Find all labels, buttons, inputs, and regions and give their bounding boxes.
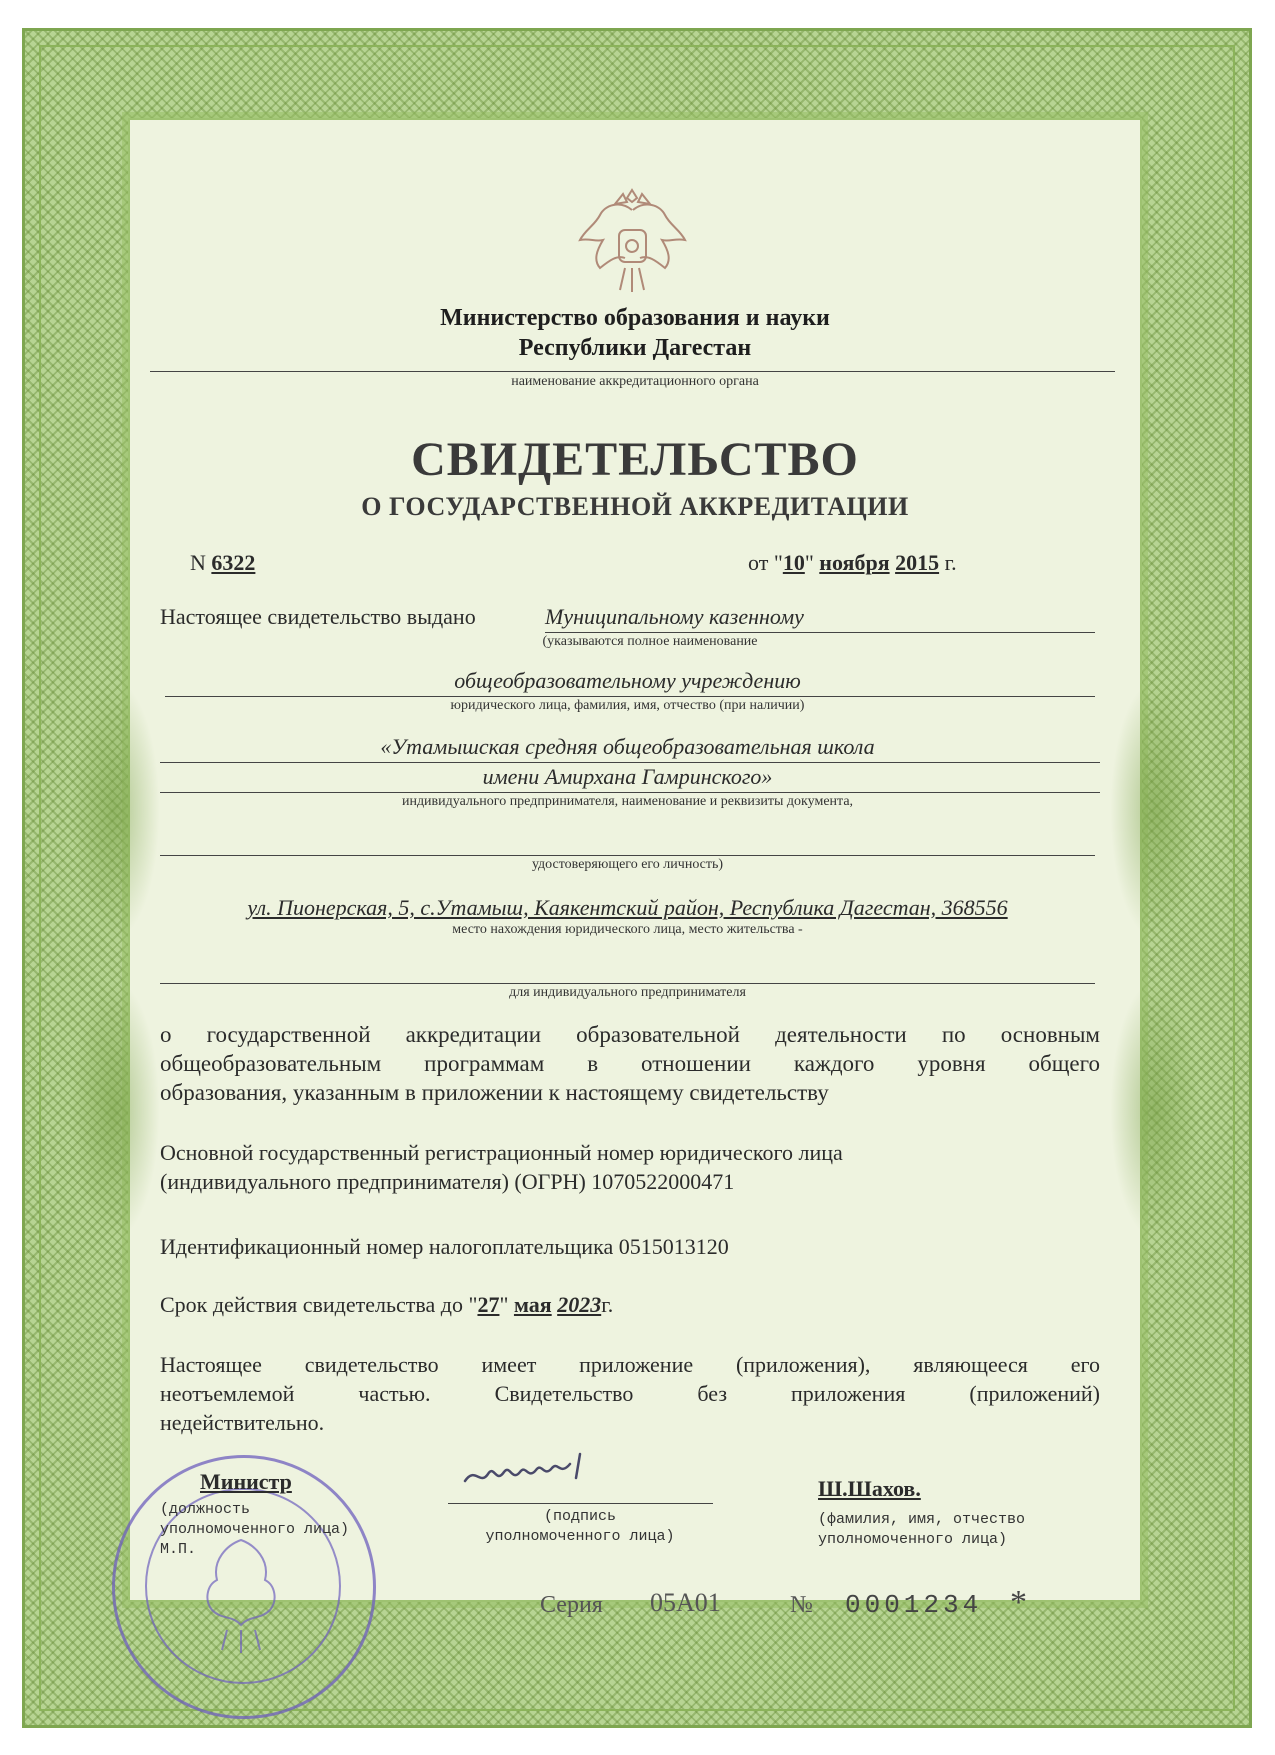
- name-caption-1: (фамилия, имя, отчество: [818, 1511, 1026, 1528]
- date-year-suffix: г.: [944, 550, 957, 575]
- validity-day: 27: [477, 1292, 500, 1317]
- issued-line-1-value: Муниципальному казенному: [545, 604, 804, 629]
- asterisk-mark: *: [1010, 1584, 1027, 1621]
- signer-position: Министр: [200, 1469, 292, 1494]
- date-from-label: от ": [748, 550, 783, 575]
- certificate-number: [190, 548, 255, 577]
- handwritten-signature: [460, 1446, 610, 1496]
- org-line-2: Республики Дагестан: [518, 335, 752, 361]
- validity-suffix: г.: [601, 1292, 614, 1317]
- name-caption-2: уполномоченного лица): [818, 1531, 1008, 1548]
- position-caption: [160, 1500, 349, 1560]
- ogrn-line-1: Основной государственный регистрационный номер юридического лица: [160, 1140, 843, 1165]
- accreditation-authority: [130, 303, 1140, 363]
- signer-name: Ш.Шахов.: [818, 1476, 921, 1501]
- org-line-1: Министерство образования и науки: [440, 305, 830, 331]
- name-caption: [818, 1510, 1025, 1550]
- stamp-text: [115, 1458, 116, 1459]
- issued-caption-4: удостоверяющего его личность): [531, 857, 724, 872]
- validity-year: 2023: [557, 1292, 602, 1317]
- certificate-date: [748, 548, 957, 577]
- org-rule: [150, 371, 1115, 372]
- ogrn-block: [160, 1138, 1100, 1196]
- issued-line-4-rule: [160, 792, 1100, 793]
- ornament-right-2: [1110, 980, 1200, 1240]
- appendix-line-3: недействительно.: [160, 1410, 325, 1435]
- signature-caption-2: уполномоченного лица): [485, 1528, 675, 1545]
- issued-line-3-value: «Утамышская средняя общеобразовательная школа: [380, 734, 875, 759]
- series-label: Серия: [540, 1592, 603, 1618]
- date-month: ноября: [819, 550, 890, 575]
- accreditation-statement: [160, 1020, 1100, 1107]
- date-year: 2015: [895, 550, 940, 575]
- issued-line-2-value: общеобразовательному учреждению: [454, 668, 801, 693]
- signature-caption: [430, 1507, 730, 1547]
- org-caption: наименование аккредитационного органа: [511, 374, 759, 389]
- validity-line: [160, 1290, 613, 1319]
- date-day: 10: [782, 550, 805, 575]
- certificate-title: СВИДЕТЕЛЬСТВО: [411, 433, 859, 486]
- issued-line-6-rule: [160, 983, 1095, 984]
- issued-caption-5: место нахождения юридического лица, место жительства -: [452, 922, 803, 937]
- address-value: ул. Пионерская, 5, с.Утамыш, Каякентский район, Республика Дагестан, 368556: [247, 895, 1008, 920]
- appendix-line-2: неотъемлемой частью. Свидетельство без приложения (приложений): [160, 1381, 1100, 1406]
- inn-line: Идентификационный номер налогоплательщика 0515013120: [160, 1234, 729, 1259]
- ogrn-line-2: (индивидуального предпринимателя) (ОГРН) 1070522000471: [160, 1169, 735, 1194]
- issued-line-1-rule: [545, 632, 1095, 633]
- appendix-note: [160, 1350, 1100, 1437]
- signature-rule: [448, 1503, 713, 1504]
- number-sign: №: [790, 1592, 813, 1618]
- blank-serial-number: 0001234: [845, 1590, 983, 1620]
- issued-caption-2: юридического лица, фамилия, имя, отчество (при наличии): [450, 698, 805, 713]
- issued-caption-1: (указываются полное наименование: [542, 634, 758, 649]
- series-value: 05А01: [650, 1588, 721, 1617]
- issued-caption-3: индивидуального предпринимателя, наименование и реквизиты документа,: [401, 794, 854, 809]
- stamp-place-label: М.П.: [160, 1541, 197, 1558]
- issued-caption-6: для индивидуального предпринимателя: [509, 985, 746, 1000]
- ornament-right: [1110, 680, 1200, 940]
- statement-line-1: о государственной аккредитации образовательной деятельности по основным: [160, 1022, 1100, 1047]
- issued-prefix: Настоящее свидетельство выдано: [160, 604, 476, 629]
- double-headed-eagle-emblem: [575, 180, 690, 300]
- issued-line-2-rule: [165, 696, 1095, 697]
- validity-day-close: ": [499, 1292, 509, 1317]
- validity-month: мая: [513, 1292, 552, 1317]
- position-caption-1: (должность: [160, 1501, 251, 1518]
- statement-line-2: общеобразовательным программам в отношении каждого уровня общего: [160, 1051, 1100, 1076]
- date-day-close: ": [804, 550, 814, 575]
- signature-caption-1: (подпись: [543, 1508, 616, 1525]
- number-value: 6322: [211, 550, 256, 575]
- issued-line-4-value: имени Амирхана Гамринского»: [482, 764, 773, 789]
- certificate-subtitle: О ГОСУДАРСТВЕННОЙ АККРЕДИТАЦИИ: [361, 492, 909, 521]
- issued-line-5-rule: [160, 855, 1095, 856]
- ornament-left-2: [70, 980, 160, 1240]
- number-label: N: [190, 550, 206, 575]
- appendix-line-1: Настоящее свидетельство имеет приложение (приложения), являющееся его: [160, 1352, 1100, 1377]
- statement-line-3: образования, указанным в приложении к настоящему свидетельству: [160, 1080, 829, 1105]
- validity-prefix: Срок действия свидетельства до ": [160, 1292, 478, 1317]
- ornament-left: [70, 680, 160, 940]
- position-caption-2: уполномоченного лица): [160, 1521, 350, 1538]
